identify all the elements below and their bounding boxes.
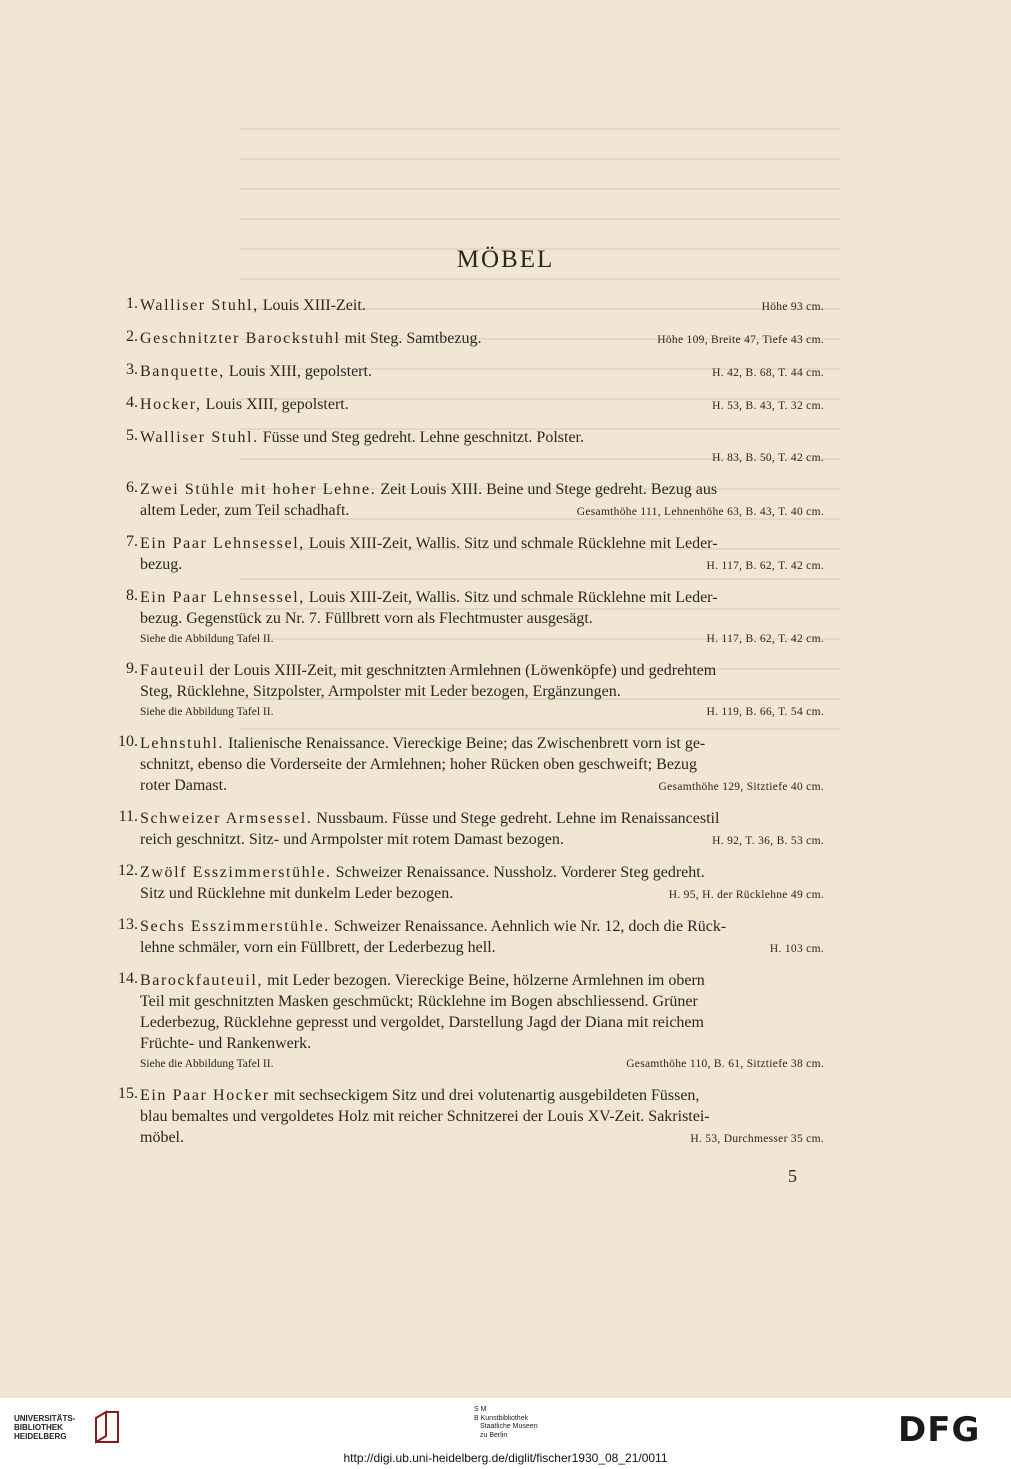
catalog-entry [100,479,824,523]
entry-first-line [140,916,824,937]
entry-first-line [140,587,824,608]
page-number: 5 [788,1166,797,1186]
entry-body [140,587,824,650]
entry-first-line [140,427,824,448]
catalog-entry [100,916,824,960]
entry-last-line: altem Leder, zum Teil schadhaft. [140,502,350,519]
entry-number: 14. [118,970,138,987]
entry-continuation-line: schnitzt, ebenso die Vorderseite der Armlehnen; hoher Rücken oben geschweift; Bezug [140,756,698,773]
entry-body [140,295,824,318]
catalog-entry [100,587,824,650]
entry-text: Italienische Renaissance. Viereckige Beine; das Zwischenbrett vorn ist ge- [224,735,706,752]
entry-measurements: H. 117, B. 62, T. 42 cm. [706,633,824,645]
entry-body [140,427,824,469]
entry-text: Louis XIII-Zeit, Wallis. Sitz und schmale Rücklehne mit Leder- [304,589,718,606]
entry-title: Barockfauteuil, [140,972,264,989]
entry-number: 9. [126,660,138,677]
entry-body [140,328,824,351]
entry-first-line [140,479,824,500]
entry-measurements: H. 103 cm. [769,943,824,955]
catalog-entry [100,295,824,318]
plate-reference: Siehe die Abbildung Tafel II. [140,1058,274,1070]
entry-continuation-line: Teil mit geschnitzten Masken geschmückt; Rücklehne im Bogen abschliessend. Grüner [140,993,698,1010]
sm-line: Staatliche Museen [480,1423,538,1430]
entry-body [140,808,824,852]
entry-title: Zwölf Esszimmerstühle. [140,864,332,881]
entry-measurements: H. 92, T. 36, B. 53 cm. [712,835,824,847]
entry-title: Walliser Stuhl, [140,297,259,314]
sm-line: S M [474,1406,487,1413]
entry-number: 12. [118,862,138,879]
entry-title: Walliser Stuhl. [140,429,259,446]
entry-text: Schweizer Renaissance. Nussholz. Vorderer Steg gedreht. [331,864,705,881]
entry-number: 10. [118,733,138,750]
entry-last-line: möbel. [140,1129,184,1146]
page-title: MÖBEL [456,246,555,273]
entry-body [140,970,824,1075]
catalog-entry [100,970,824,1075]
entry-first-line [140,970,824,991]
entry-last-line: lehne schmäler, vorn ein Füllbrett, der Lederbezug hell. [140,939,496,956]
entry-first-line [140,733,824,754]
entry-text: Louis XIII-Zeit. [258,297,366,314]
entry-text: mit Leder bezogen. Viereckige Beine, hölzerne Armlehnen im obern [263,972,705,989]
plate-reference: Siehe die Abbildung Tafel II. [140,706,274,718]
entry-line [140,394,824,417]
entry-continuation-line: Früchte- und Rankenwerk. [140,1035,312,1052]
catalog-entry [100,394,824,417]
catalog-entry [100,361,824,384]
entry-line [140,328,824,351]
entry-first-line [140,862,824,883]
catalog-entry [100,328,824,351]
plate-reference: Siehe die Abbildung Tafel II. [140,633,274,645]
entry-number: 3. [126,361,138,378]
catalog-entry [100,862,824,906]
entry-meta-row [140,937,824,960]
entry-text: Füsse und Steg gedreht. Lehne geschnitzt. Polster. [258,429,584,446]
entry-number: 13. [118,916,138,933]
university-line: UNIVERSITÄTS- [14,1414,76,1423]
entry-measurements: H. 95, H. der Rücklehne 49 cm. [668,889,824,901]
entry-body [140,1085,824,1150]
catalog-entry [100,1085,824,1150]
entry-meta-row [140,500,824,523]
entry-body [140,479,824,523]
entry-number: 1. [126,295,138,312]
entry-title: Schweizer Armsessel. [140,810,313,827]
entry-title: Ein Paar Lehnsessel, [140,589,305,606]
source-url-link[interactable]: http://digi.ub.uni-heidelberg.de/diglit/fischer1930_08_21/0011 [343,1451,668,1465]
entry-continuation-line: blau bemaltes und vergoldetes Holz mit reicher Schnitzerei der Louis XV-Zeit. Sakristei- [140,1108,710,1125]
entry-meta-row [140,554,824,577]
entry-meta-row [140,775,824,798]
entry-last-line: reich geschnitzt. Sitz- und Armpolster mit rotem Damast bezogen. [140,831,564,848]
university-logo-icon [92,1408,122,1446]
entry-first-line [140,295,366,316]
entry-text: mit sechseckigem Sitz und drei volutenartig ausgebildeten Füssen, [269,1087,700,1104]
entry-first-line [140,660,824,681]
entry-title: Ein Paar Lehnsessel, [140,535,305,552]
entry-meta-row [140,883,824,906]
entry-measurements: H. 53, Durchmesser 35 cm. [690,1133,824,1145]
entry-last-line: roter Damast. [140,777,228,794]
entry-title: Sechs Esszimmerstühle. [140,918,330,935]
entry-text: Louis XIII, gepolstert. [224,363,372,380]
entry-body [140,660,824,723]
university-line: BIBLIOTHEK [14,1423,63,1432]
entry-last-line: bezug. [140,556,183,573]
entry-text: Louis XIII-Zeit, Wallis. Sitz und schmale Rücklehne mit Leder- [304,535,718,552]
entry-text: der Louis XIII-Zeit, mit geschnitzten Armlehnen (Löwenköpfe) und gedrehtem [205,662,717,679]
entry-number: 8. [126,587,138,604]
entry-measurements: H. 117, B. 62, T. 42 cm. [706,560,824,572]
entry-body [140,862,824,906]
entry-measurements: Höhe 93 cm. [761,301,824,313]
entry-body [140,394,824,417]
catalog-entry [100,808,824,852]
entry-meta-row [140,448,824,469]
entry-measurements: H. 42, B. 68, T. 44 cm. [712,367,824,379]
university-library-label[interactable] [14,1414,75,1441]
entry-last-line: Sitz und Rücklehne mit dunkelm Leder bezogen. [140,885,454,902]
catalog-entry [100,733,824,798]
entry-number: 2. [126,328,138,345]
entry-title: Zwei Stühle mit hoher Lehne. [140,481,377,498]
entry-line [140,295,824,318]
entry-number: 4. [126,394,138,411]
entry-meta-row [140,629,824,650]
entry-first-line [140,394,349,415]
entry-number: 6. [126,479,138,496]
entry-first-line [140,1085,824,1106]
kunstbibliothek-label[interactable] [474,1406,538,1440]
entry-body [140,533,824,577]
entry-measurements: Höhe 109, Breite 47, Tiefe 43 cm. [657,334,824,346]
entry-text: Schweizer Renaissance. Aehnlich wie Nr. 12, doch die Rück- [329,918,727,935]
entry-title: Lehnstuhl. [140,735,224,752]
sm-line: B Kunstbibliothek [474,1414,529,1422]
entry-meta-row [140,829,824,852]
dfg-logo[interactable]: DFG [898,1410,981,1450]
entry-measurements: H. 83, B. 50, T. 42 cm. [712,452,824,464]
entry-measurements: Gesamthöhe 129, Sitztiefe 40 cm. [658,781,824,793]
entry-first-line [140,361,372,382]
catalog-entry [100,533,824,577]
entry-text: mit Steg. Samtbezug. [340,330,482,347]
entry-measurements: H. 53, B. 43, T. 32 cm. [712,400,824,412]
catalog-entry [100,660,824,723]
entry-number: 15. [118,1085,138,1102]
entry-first-line [140,328,481,349]
entry-continuation-line: Steg, Rücklehne, Sitzpolster, Armpolster mit Leder bezogen, Ergänzungen. [140,683,621,700]
entry-measurements: H. 119, B. 66, T. 54 cm. [706,706,824,718]
footer-bar [0,1398,1011,1469]
entry-continuation-line: bezug. Gegenstück zu Nr. 7. Füllbrett vorn als Flechtmuster ausgesägt. [140,610,593,627]
catalog-entry [100,427,824,469]
catalog-entries [100,295,824,1160]
university-line: HEIDELBERG [14,1432,67,1441]
entry-title: Fauteuil [140,662,206,679]
entry-body [140,733,824,798]
entry-title: Banquette, [140,363,225,380]
entry-text: Nussbaum. Füsse und Stege gedreht. Lehne im Renaissancestil [312,810,720,827]
entry-title: Hocker, [140,396,202,413]
entry-meta-row [140,1054,824,1075]
entry-number: 5. [126,427,138,444]
entry-first-line [140,533,824,554]
sm-line: zu Berlin [480,1431,508,1439]
entry-measurements: Gesamthöhe 110, B. 61, Sitztiefe 38 cm. [626,1058,824,1070]
entry-title: Geschnitzter Barockstuhl [140,330,341,347]
entry-first-line [140,808,824,829]
entry-body [140,916,824,960]
entry-continuation-line: Lederbezug, Rücklehne gepresst und vergoldet, Darstellung Jagd der Diana mit reichem [140,1014,704,1031]
entry-text: Zeit Louis XIII. Beine und Stege gedreht. Bezug aus [376,481,718,498]
entry-meta-row [140,1127,824,1150]
entry-line [140,361,824,384]
entry-number: 11. [118,808,138,825]
entry-number: 7. [126,533,138,550]
entry-measurements: Gesamthöhe 111, Lehnenhöhe 63, B. 43, T. 40 cm. [576,506,824,518]
entry-text: Louis XIII, gepolstert. [201,396,349,413]
entry-body [140,361,824,384]
entry-title: Ein Paar Hocker [140,1087,270,1104]
entry-meta-row [140,702,824,723]
